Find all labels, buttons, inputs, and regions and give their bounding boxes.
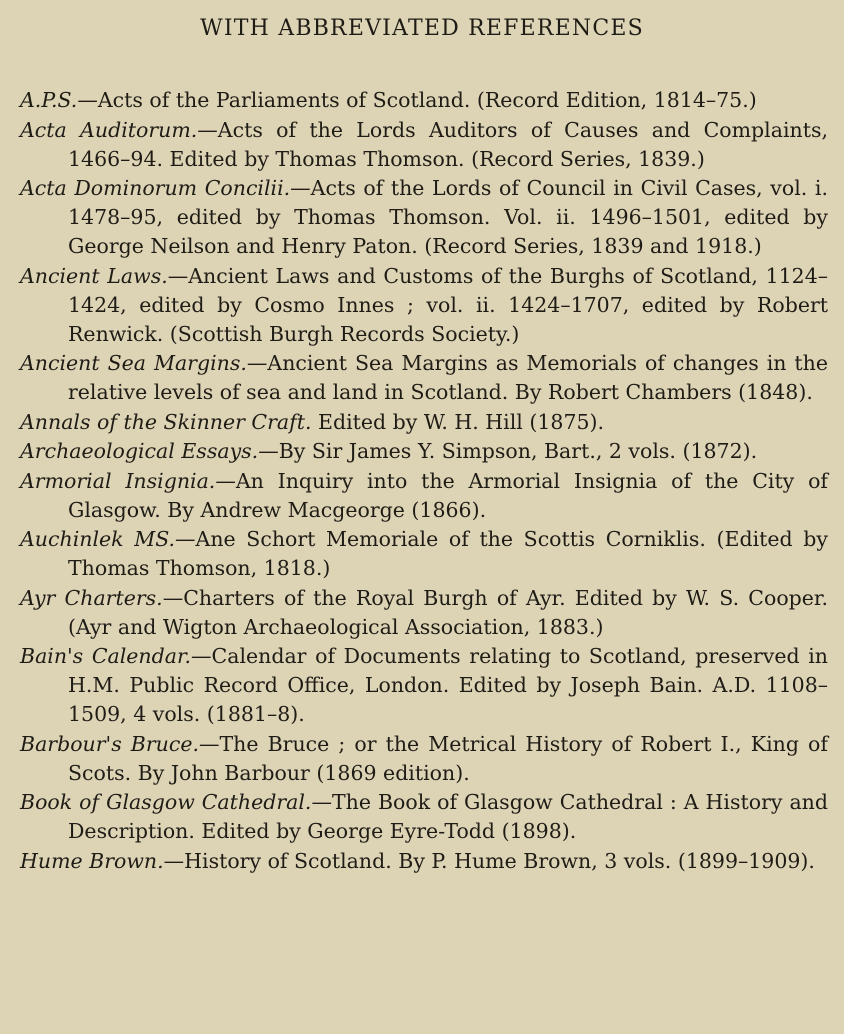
reference-entry — [20, 86, 828, 115]
entry-description: Edited by W. H. Hill (1875). — [311, 409, 605, 434]
entry-abbreviation: Acta Dominorum Concilii. — [20, 176, 291, 200]
entry-abbreviation: Archaeological Essays. — [20, 439, 259, 463]
entry-abbreviation: Ayr Charters. — [20, 585, 163, 610]
reference-entry — [20, 467, 828, 525]
reference-entry — [20, 642, 828, 729]
entry-description: —Charters of the Royal Burgh of Ayr. Edited by W. S. Cooper. (Ayr and Wigton Archaeological Association, 1883.) — [68, 585, 828, 639]
reference-entry — [20, 788, 828, 846]
reference-entry — [20, 847, 828, 876]
entry-abbreviation: Ancient Sea Margins. — [20, 351, 247, 375]
entry-description: —An Inquiry into the Armorial Insignia of the City of Glasgow. By Andrew Macgeorge (1866). — [68, 468, 828, 522]
entry-description: —History of Scotland. By P. Hume Brown, 3 vols. (1899–1909). — [163, 848, 815, 873]
entry-abbreviation: Hume Brown. — [20, 848, 164, 873]
entry-abbreviation: Annals of the Skinner Craft. — [20, 409, 312, 434]
entry-abbreviation: Book of Glasgow Cathedral. — [20, 790, 312, 814]
reference-entry — [20, 116, 828, 174]
reference-entry — [20, 349, 828, 407]
entry-abbreviation: A.P.S. — [20, 88, 78, 112]
entry-description: —By Sir James Y. Simpson, Bart., 2 vols. (1872). — [258, 439, 758, 463]
entry-abbreviation: Barbour's Bruce. — [20, 731, 199, 756]
reference-entry — [20, 262, 828, 349]
reference-entry — [20, 174, 828, 261]
entry-description: —The Book of Glasgow Cathedral : A History and Description. Edited by George Eyre-Todd (1898). — [68, 790, 828, 843]
reference-entry — [20, 408, 828, 437]
entry-abbreviation: Acta Auditorum. — [20, 117, 198, 142]
entry-description: —Acts of the Parliaments of Scotland. (Record Edition, 1814–75.) — [77, 88, 757, 112]
entry-description: —Ancient Laws and Customs of the Burghs of Scotland, 1124–1424, edited by Cosmo Innes ; vol. ii. 1424–1707, edited by Robert Renwick. (Scottish Burgh Records Society.) — [68, 263, 828, 346]
entry-description: —Ancient Sea Margins as Memorials of changes in the relative levels of sea and land in Scotland. By Robert Chambers (1848). — [68, 351, 828, 404]
entry-description: —Acts of the Lords of Council in Civil Cases, vol. i. 1478–95, edited by Thomas Thomson. Vol. ii. 1496–1501, edited by George Neilson and Henry Paton. (Record Series, 1839 and 1918.) — [68, 176, 828, 258]
entry-description: —Acts of the Lords Auditors of Causes and Complaints, 1466–94. Edited by Thomas Thomson. (Record Series, 1839.) — [68, 117, 828, 171]
entry-abbreviation: Armorial Insignia. — [20, 468, 216, 493]
entry-abbreviation: Ancient Laws. — [20, 263, 168, 288]
entry-description: —The Bruce ; or the Metrical History of Robert I., King of Scots. By John Barbour (1869 edition). — [68, 731, 828, 785]
page-heading: WITH ABBREVIATED REFERENCES — [200, 16, 644, 41]
reference-entry — [20, 584, 828, 642]
entry-description: —Ane Schort Memoriale of the Scottis Corniklis. (Edited by Thomas Thomson, 1818.) — [68, 527, 828, 580]
entry-abbreviation: Auchinlek MS. — [20, 527, 176, 551]
reference-entry — [20, 730, 828, 788]
entry-description: —Calendar of Documents relating to Scotland, preserved in H.M. Public Record Office, London. Edited by Joseph Bain. A.D. 1108–1509, 4 vols. (1881–8). — [68, 644, 828, 726]
reference-entry — [20, 525, 828, 583]
entry-abbreviation: Bain's Calendar. — [20, 644, 192, 668]
reference-list — [20, 86, 828, 876]
reference-entry — [20, 437, 828, 466]
